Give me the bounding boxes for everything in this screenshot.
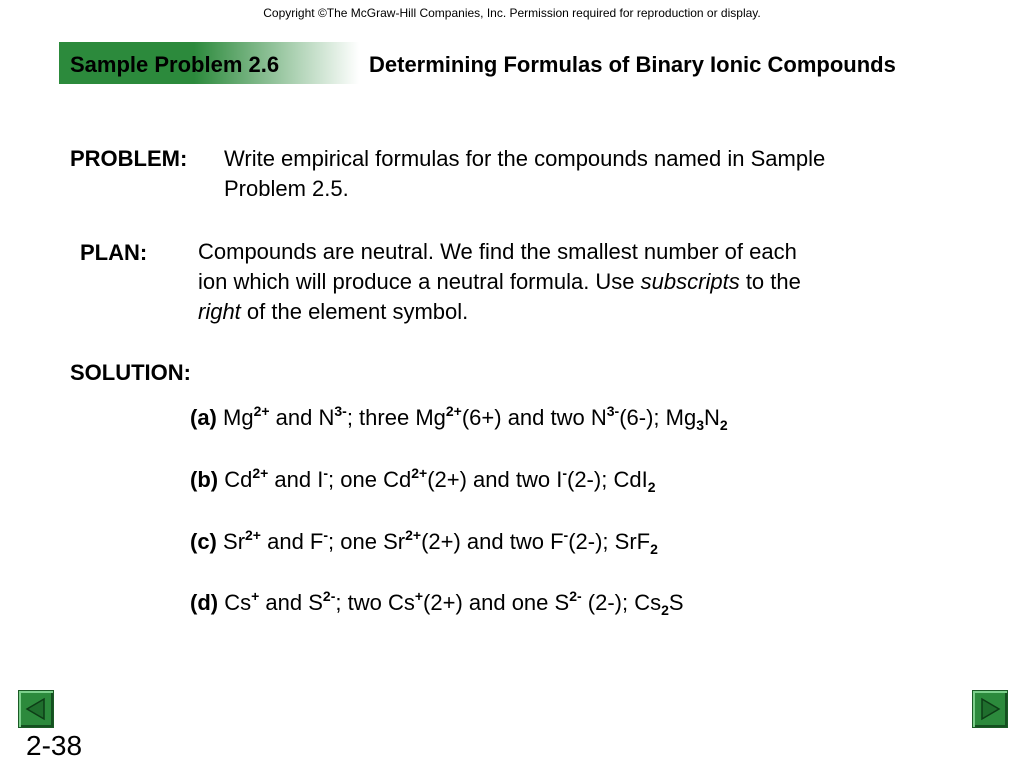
solution-c: (c) $Sr^{2+}$ and F-; one $Sr^{2+}(2+)$ and two F-(2-); SrF$_2$ — [190, 527, 658, 557]
plan-line-3: right of the element symbol. — [198, 299, 469, 324]
solution-label: SOLUTION: — [70, 360, 191, 385]
copyright-notice: Copyright ©The McGraw-Hill Companies, Inc. Permission required for reproduction or display. — [263, 6, 761, 20]
plan-line-1: Compounds are neutral. We find the smallest number of each — [198, 239, 797, 264]
plan-text — [198, 237, 801, 327]
problem-text — [224, 144, 825, 204]
page-number: 2-38 — [26, 730, 83, 761]
next-slide-button[interactable] — [972, 690, 1008, 728]
problem-label: PROBLEM: — [70, 146, 188, 171]
solution-b: (b) $Cd^{2+}$ and I-; one $Cd^{2+}(2+)$ and two I-(2-); CdI$_2$ — [190, 465, 656, 495]
problem-line-1: Write empirical formulas for the compounds named in Sample — [224, 146, 826, 171]
solution-a: (a) $Mg^{2+}$ and $N^{3-}$; three $Mg^{2+}(6+)$ and two $N^{3-}(6-)$; $Mg_3N_2$ — [190, 403, 728, 433]
problem-line-2: Problem 2.5. — [224, 176, 349, 201]
plan-label: PLAN: — [80, 240, 148, 265]
previous-slide-button[interactable] — [18, 690, 54, 728]
triangle-right-icon — [978, 697, 1002, 721]
sample-problem-label: Sample Problem 2.6 — [70, 52, 280, 77]
solution-d: (d) Cs+ and $S^{2-}$; two Cs+(2+) and one $S^{2-}$ (2-); $Cs_2S$ — [190, 588, 684, 618]
slide-title: Determining Formulas of Binary Ionic Compounds — [369, 52, 896, 77]
plan-line-2: ion which will produce a neutral formula. Use subscripts to the — [198, 269, 801, 294]
triangle-left-icon — [24, 697, 48, 721]
